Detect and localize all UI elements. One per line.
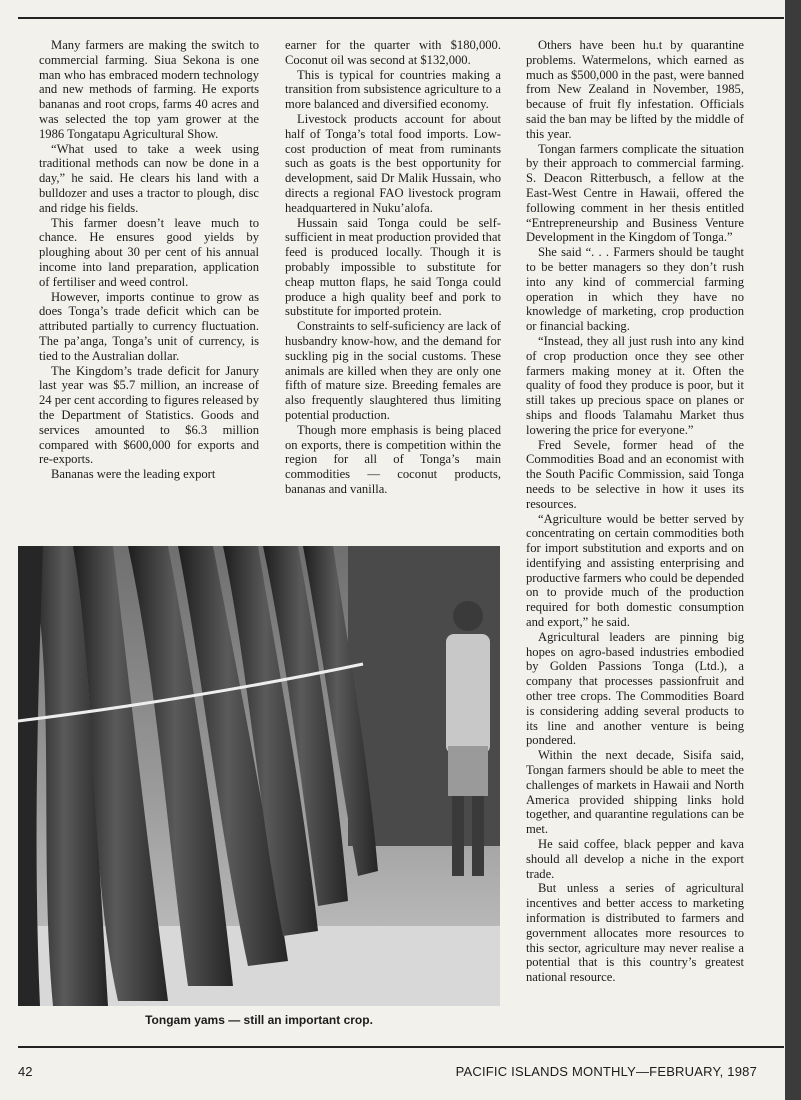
paragraph: He said coffee, black pepper and kava should all develop a niche in the export trade. <box>526 837 744 881</box>
yam-photo <box>18 546 500 1006</box>
paragraph: Many farmers are making the switch to commercial farming. Siua Sekona is one man who has embraced modern technology and new methods of farming. He exports bananas and root crops, farms 40 acres and was selected the top yam grower at the 1986 Tongatapu Agricultural Show. <box>39 38 259 141</box>
paragraph: The Kingdom’s trade deficit for Janury last year was $5.7 million, an increase of 24 per cent according to figures released by the Department of Statistics. Goods and services amounted to $6.3 million compared with $600,000 for exports and re-exports. <box>39 363 259 467</box>
paragraph: Others have been hu.t by quarantine problems. Watermelons, which earned as much as $500,000 in the past, were banned from New Zealand in November, 1985, because of fruit fly infestation. Officials said the ban may be lifted by the middle of this year. <box>526 38 744 141</box>
bottom-rule <box>18 1046 784 1048</box>
paragraph: Within the next decade, Sisifa said, Tongan farmers should be able to meet the challenges of markets in Hawaii and North America provided shipping links hold together, and quarantine regulations can be met. <box>526 748 744 837</box>
paragraph: Agricultural leaders are pinning big hopes on agro-based industries embodied by Golden Passions Tonga (Ltd.), a company that processes passionfruit and other tree crops. The Commodities Board is considering adding several products to its line and another venture is being pondered. <box>526 629 744 748</box>
photo-caption: Tongam yams — still an important crop. <box>145 1013 373 1027</box>
paragraph: However, imports continue to grow as does Tonga’s trade deficit which can be attributed partially to currency fluctuation. The pa’anga, Tonga’s unit of currency, is tied to the Australian dollar. <box>39 289 259 363</box>
paragraph: Tongan farmers complicate the situation by their approach to commercial farming. S. Deacon Ritterbusch, a fellow at the East-West Centre in Hawaii, offered the following comment in her thesis entitled “Entrepreneurship and Business Venture Development in the Kingdom of Tonga.” <box>526 141 744 245</box>
publication-footer: PACIFIC ISLANDS MONTHLY—FEBRUARY, 1987 <box>455 1064 757 1079</box>
paragraph: Livestock products account for about half of Tonga’s total food imports. Low-cost production of meat from ruminants such as goats is the best opportunity for development, said Dr Malik Hussain, who directs a regional FAO livestock program headquartered in Nuku’alofa. <box>285 111 501 215</box>
paragraph: This farmer doesn’t leave much to chance. He ensures good yields by ploughing about 30 per cent of his annual income into land preparation, application of fertiliser and weed control. <box>39 215 259 289</box>
paragraph: This is typical for countries making a transition from subsistence agriculture to a more balanced and diversified economy. <box>285 67 501 112</box>
paragraph: earner for the quarter with $180,000. Coconut oil was second at $132,000. <box>285 38 501 67</box>
page-number: 42 <box>18 1064 33 1079</box>
paragraph: “Instead, they all just rush into any kind of crop production once they see other farmers making money at it. Often the quality of food they produce is poor, but it still takes up precious space on planes or ships and floods Talamahu Market thus lowering the price for everyone.” <box>526 333 744 437</box>
paragraph: Fred Sevele, former head of the Commodities Boad and an economist with the South Pacific Commission, said Tonga needs to be selective in how it uses its resources. <box>526 437 744 511</box>
yam-photo-drawing <box>18 546 500 1006</box>
paragraph: “What used to take a week using traditional methods can now be done in a day,” he said. He clears his land with a bulldozer and uses a tractor to plough, disc and ridge his fields. <box>39 141 259 215</box>
paragraph: Hussain said Tonga could be self-sufficient in meat production provided that feed is produced locally. Though it is probably impossible to substitute for cheap mutton flaps, he said Tonga could produce a high quality beef and pork to substitute for imported protein. <box>285 215 501 319</box>
paragraph: Constraints to self-suficiency are lack of husbandry know-how, and the demand for suckling pig in the social customs. These animals are killed when they are only one fifth of mature size. Breeding females are also frequently slaughtered thus limiting potential production. <box>285 319 501 422</box>
top-rule <box>18 17 784 19</box>
paragraph: Though more emphasis is being placed on exports, there is competition within the region for all of Tonga’s main commodities — coconut products, bananas and vanilla. <box>285 422 501 496</box>
paragraph: She said “. . . Farmers should be taught to be better managers so they don’t rush into any kind of commercial farming operation in which they have no knowledge of marketing, crop production or financial backing. <box>526 245 744 334</box>
text-column-2 <box>285 38 501 538</box>
paragraph: “Agriculture would be better served by concentrating on certain commodities both for import substitution and exports and on identifying and assisting enterprising and productive farmers who could be depended on to provide much of the production required for both domestic consumption and export,” he said. <box>526 511 744 630</box>
text-column-3 <box>526 38 744 1028</box>
page-edge <box>785 0 801 1100</box>
text-column-1 <box>39 38 259 538</box>
paragraph: But unless a series of agricultural incentives and better access to marketing information is distributed to farmers and government allocates more resources to this sector, agriculture may never realise a potential that is this country’s greatest national resource. <box>526 881 744 985</box>
paragraph: Bananas were the leading export <box>51 467 216 482</box>
